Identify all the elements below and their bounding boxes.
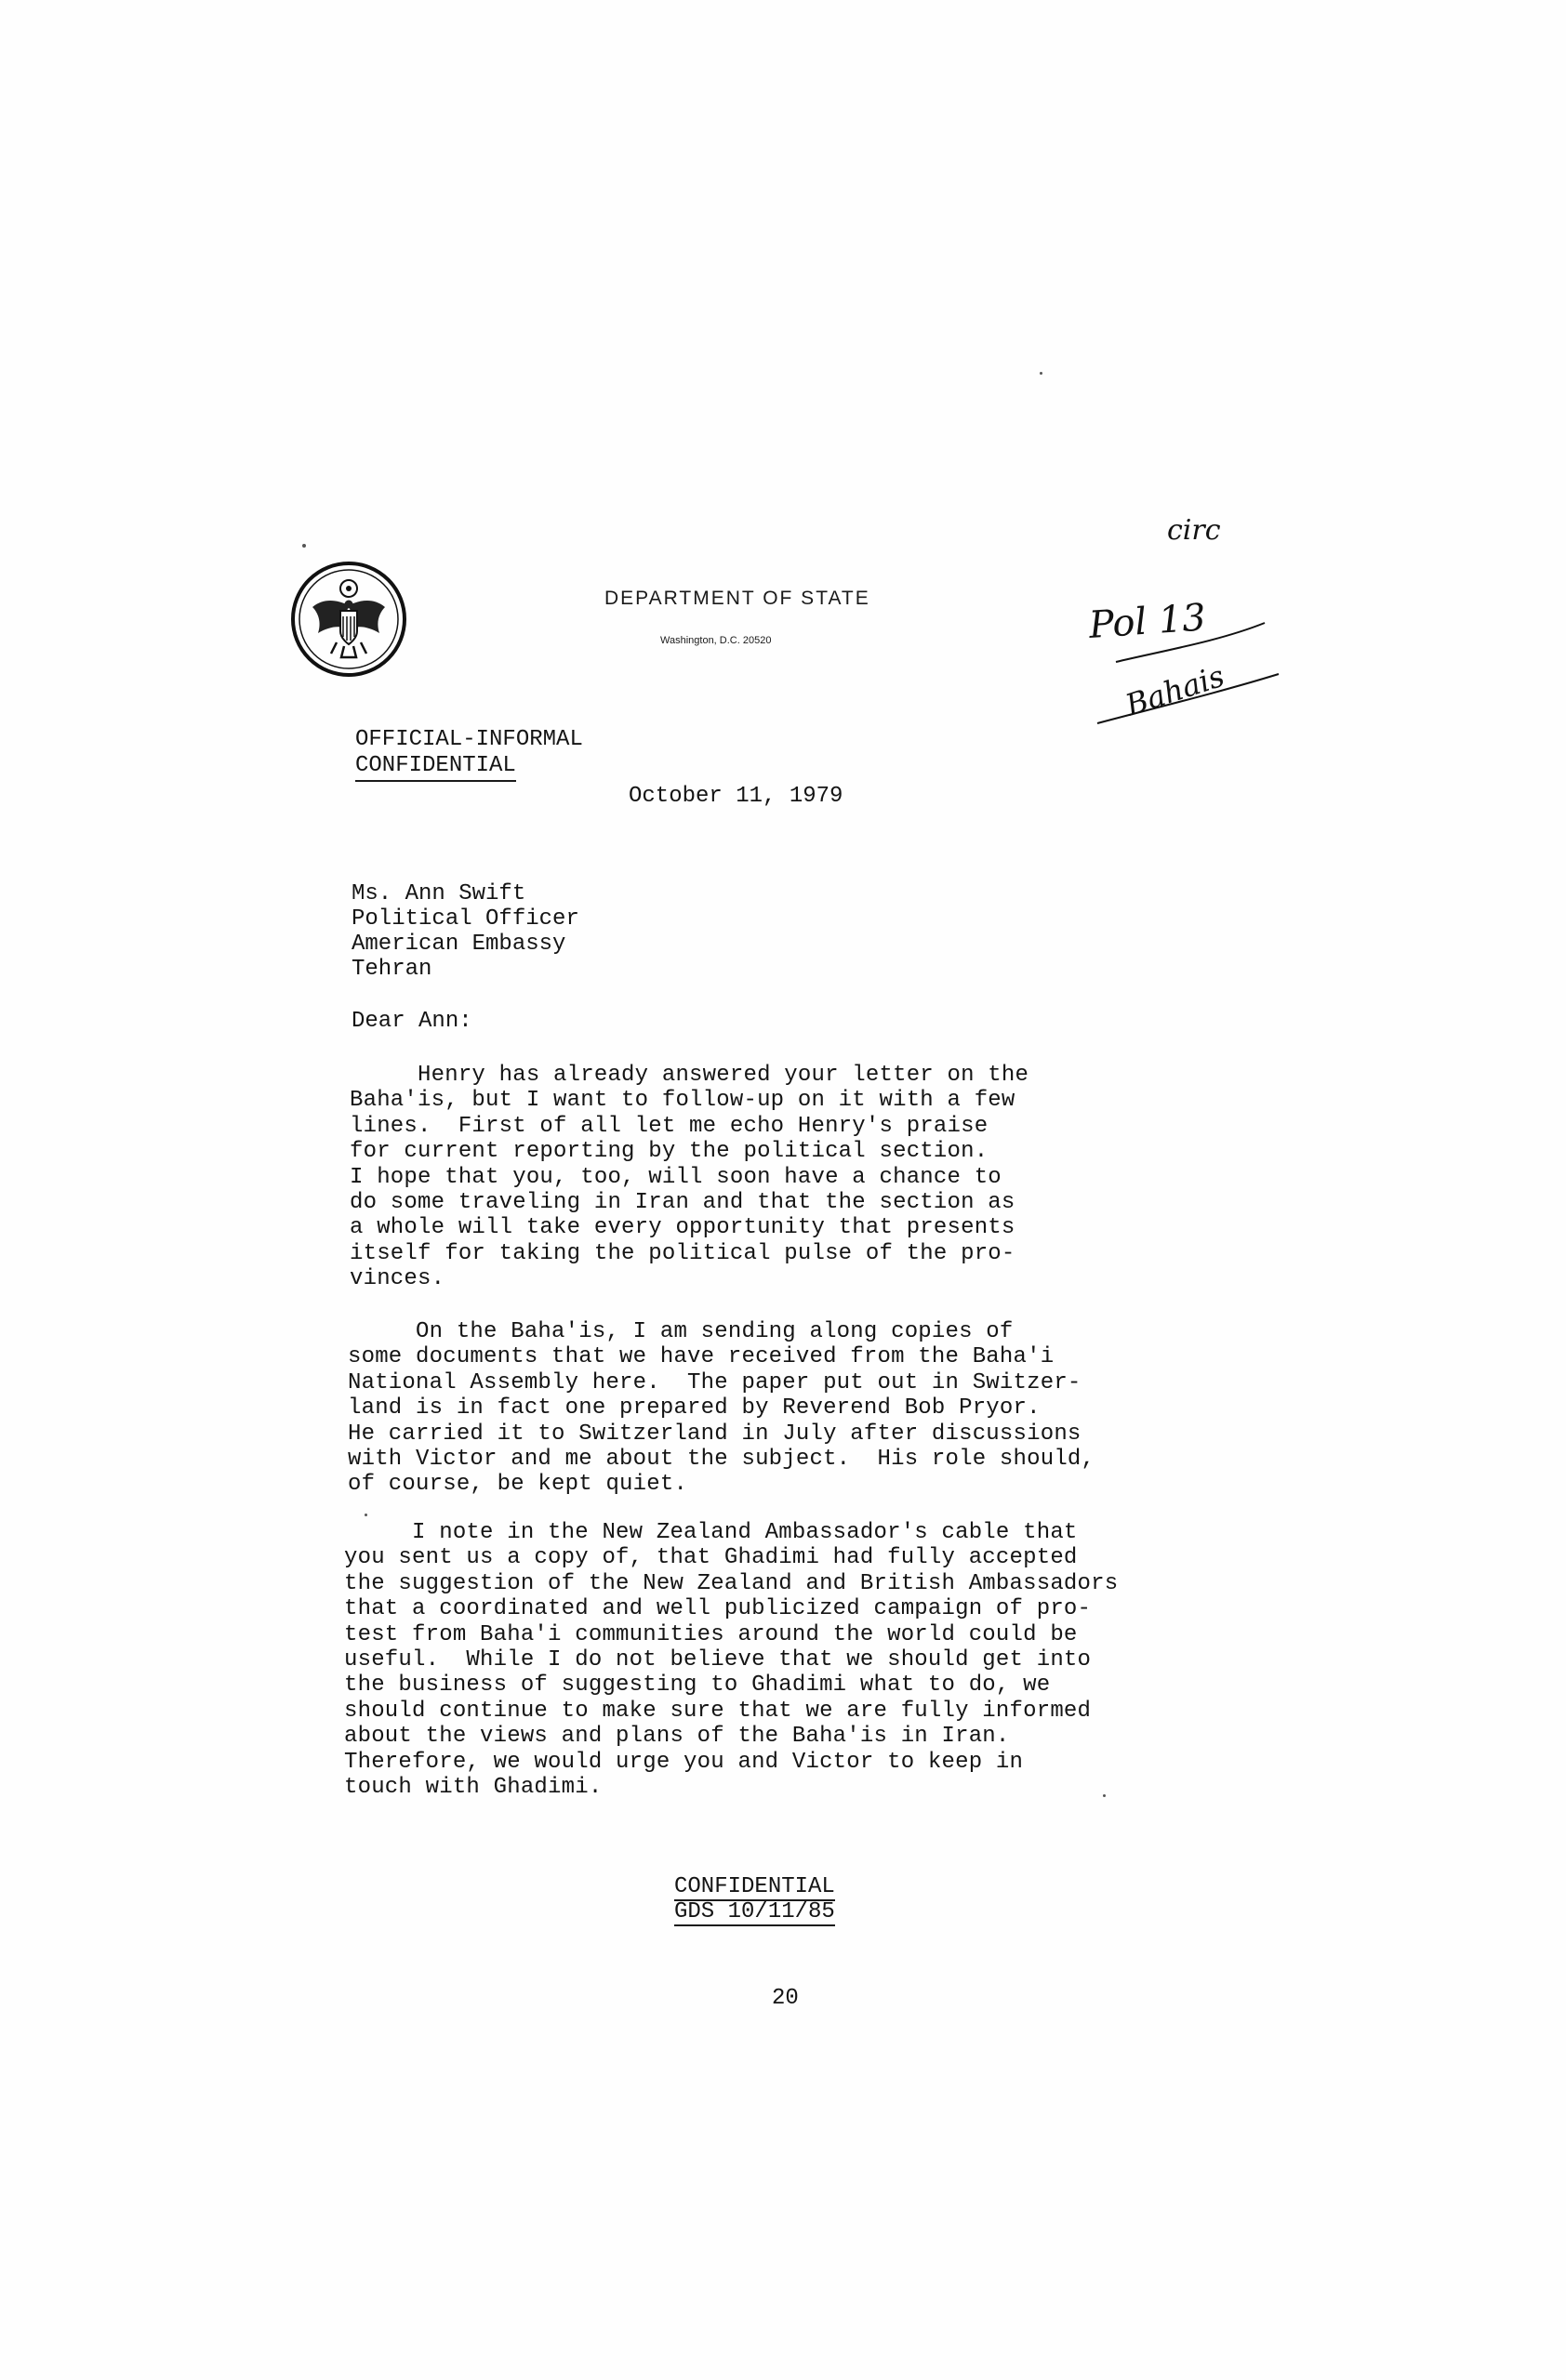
scan-speck — [1040, 372, 1042, 375]
page-number: 20 — [772, 1986, 799, 2011]
classification-confidential: CONFIDENTIAL — [355, 753, 516, 782]
scan-speck — [302, 544, 306, 548]
great-seal-icon — [290, 561, 407, 678]
recipient-title: Political Officer — [352, 906, 579, 932]
handwritten-annotations — [1079, 502, 1283, 725]
department-address: Washington, D.C. 20520 — [660, 635, 772, 646]
body-paragraph: Henry has already answered your letter on the Baha'is, but I want to follow-up on it with a few lines. First of all let me echo Henry's praise for current reporting by the political section. I hope that you, too, will soon have a chance to do some traveling in Iran and that the section as a whole will take every opportunity that presents itself for taking the political pulse of the pro- vinces. — [350, 1063, 1029, 1292]
footer-declassification: GDS 10/11/85 — [674, 1899, 835, 1924]
recipient-address — [352, 881, 579, 982]
footer-classification — [674, 1874, 835, 1924]
body-paragraph: I note in the New Zealand Ambassador's cable that you sent us a copy of, that Ghadimi had fully accepted the suggestion of the New Zealand and British Ambassadors that a coordinated and well publicized campaign of pro- test from Baha'i communities around the world could be useful. While I do not believe that we should get into the business of suggesting to Ghadimi what to do, we should continue to make sure that we are fully informed about the views and plans of the Baha'is in Iran. Therefore, we would urge you and Victor to keep in touch with Ghadimi. — [344, 1520, 1119, 1801]
scan-speck — [1103, 1794, 1106, 1797]
annotation-bahais: Bahais — [1121, 657, 1229, 723]
recipient-name: Ms. Ann Swift — [352, 881, 526, 906]
recipient-city: Tehran — [352, 957, 432, 982]
department-name: DEPARTMENT OF STATE — [604, 588, 870, 609]
salutation: Dear Ann: — [352, 1009, 472, 1034]
scan-speck — [365, 1514, 367, 1516]
annotation-pol13: Pol 13 — [1087, 596, 1208, 647]
body-paragraph: On the Baha'is, I am sending along copies of some documents that we have received from the Baha'i National Assembly here. The paper put out in Switzer- land is in fact one prepared by Reverend Bob Pryor. He carried it to Switzerland in July after discussions with Victor and me about the subject. His role should, of course, be kept quiet. — [348, 1319, 1095, 1498]
classification-header — [355, 727, 583, 782]
classification-official-informal: OFFICIAL-INFORMAL — [355, 727, 583, 752]
recipient-organization: American Embassy — [352, 932, 566, 957]
annotation-circ: circ — [1167, 514, 1221, 547]
letter-date: October 11, 1979 — [629, 784, 843, 809]
footer-confidential: CONFIDENTIAL — [674, 1874, 835, 1899]
